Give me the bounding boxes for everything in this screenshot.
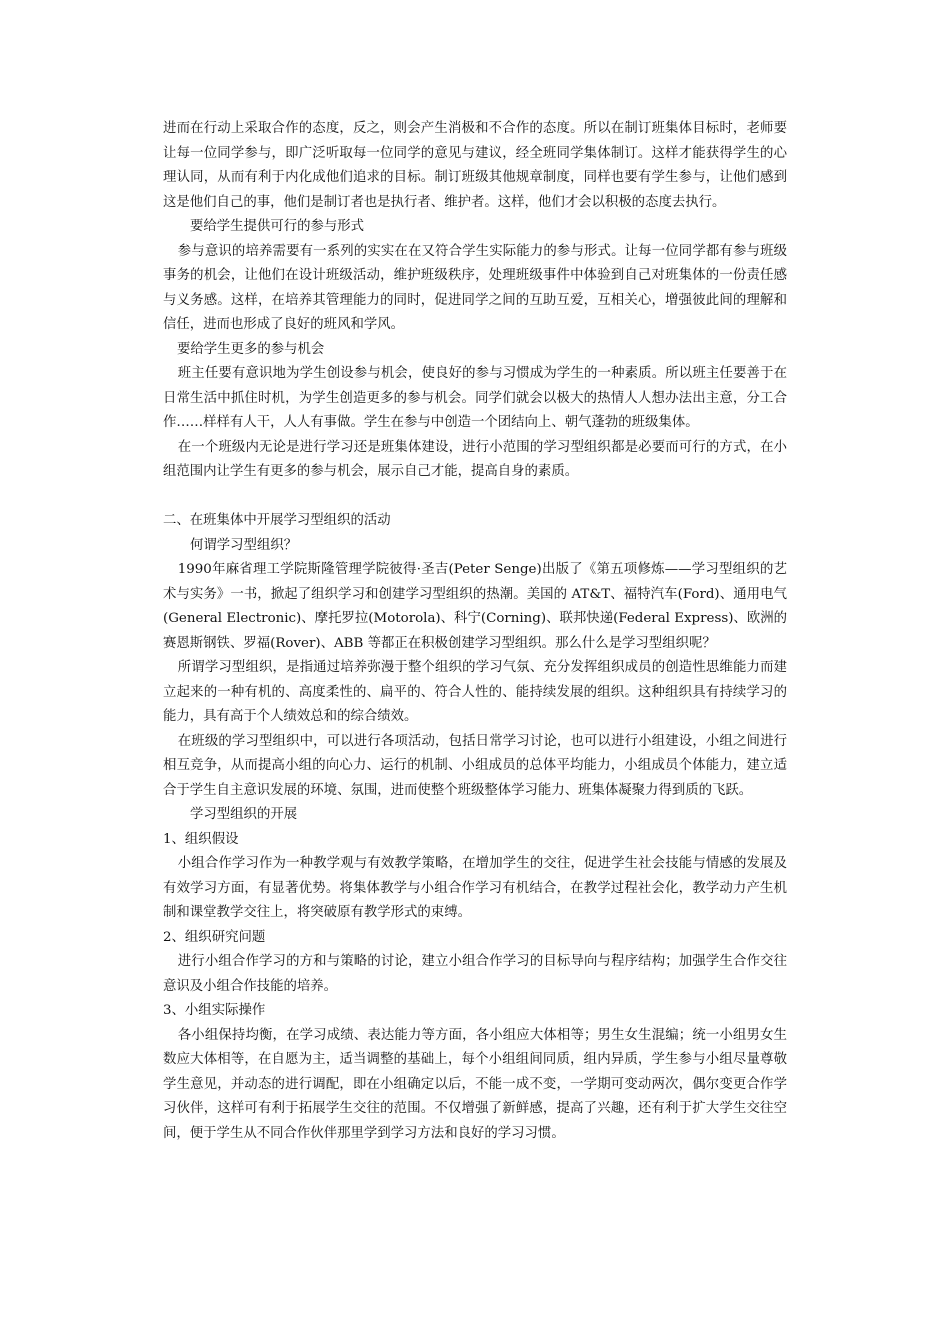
paragraph: 班主任要有意识地为学生创设参与机会，使良好的参与习惯成为学生的一种素质。所以班主任要善于在日常生活中抓住时机，为学生创造更多的参与机会。同学们就会以极大的热情人人想办法出主意，分工合作……样样有人干，人人有事做。学生在参与中创造一个团结向上、朝气蓬勃的班级集体。 (163, 366, 787, 430)
paragraph: 在一个班级内无论是进行学习还是班集体建设，进行小范围的学习型组织都是必要而可行的方式，在小组范围内让学生有更多的参与机会，展示自己才能，提高自身的素质。 (163, 439, 787, 479)
paragraph: 各小组保持均衡，在学习成绩、表达能力等方面，各小组应大体相等；男生女生混编；统一小组男女生数应大体相等，在自愿为主，适当调整的基础上，每个小组组间同质，组内异质，学生参与小组尽量尊敬学生意见，并动态的进行调配，即在小组确定以后，不能一成不变，一学期可变动两次，偶尔变更合作学习伙伴，这样可有利于拓展学生交往的范围。不仅增强了新鲜感，提高了兴趣，还有利于扩大学生交往空间，便于学生从不同合作伙伴那里学到学习方法和良好的学习习惯。 (163, 1027, 787, 1141)
paragraph: 在班级的学习型组织中，可以进行各项活动，包括日常学习讨论，也可以进行小组建设，小组之间进行相互竞争，从而提高小组的向心力、运行的机制、小组成员的总体平均能力，小组成员个体能力，建立适合于学生自主意识发展的环境、氛围，进而使整个班级整体学习能力、班集体凝聚力得到质的飞跃。 (163, 733, 787, 798)
numbered-heading: 3、小组实际操作 (163, 1003, 266, 1018)
document-body (163, 117, 787, 1146)
paragraph: 小组合作学习作为一种教学观与有效教学策略，在增加学生的交往，促进学生社会技能与情感的发展及有效学习方面，有显著优势。将集体教学与小组合作学习有机结合，在教学过程社会化，教学动力产生机制和课堂教学交往上，将突破原有教学形式的束缚。 (163, 856, 787, 920)
subheading: 学习型组织的开展 (190, 807, 298, 822)
paragraph: 进而在行动上采取合作的态度，反之，则会产生消极和不合作的态度。所以在制订班集体目标时，老师要让每一位同学参与，即广泛听取每一位同学的意见与建议，经全班同学集体制订。这样才能获得学生的心理认同，从而有利于内化成他们追求的目标。制订班级其他规章制度，同样也要有学生参与，让他们感到这是他们自己的事，他们是制订者也是执行者、维护者。这样，他们才会以积极的态度去执行。 (163, 121, 787, 210)
subheading: 要给学生提供可行的参与形式 (190, 219, 365, 234)
numbered-heading: 2、组织研究问题 (163, 929, 266, 945)
paragraph: 所谓学习型组织，是指通过培养弥漫于整个组织的学习气氛、充分发挥组织成员的创造性思维能力而建立起来的一种有机的、高度柔性的、扁平的、符合人性的、能持续发展的组织。这种组织具有持续学习的能力，具有高于个人绩效总和的综合绩效。 (163, 660, 787, 724)
section-heading: 二、在班集体中开展学习型组织的活动 (163, 513, 391, 528)
subheading: 要给学生更多的参与机会 (177, 341, 325, 357)
paragraph: 1990年麻省理工学院斯隆管理学院彼得·圣吉(Peter Senge)出版了《第五项修炼——学习型组织的艺术与实务》一书，掀起了组织学习和创建学习型组织的热潮。美国的 AT&T、福特汽车(Ford)、通用电气(General Electronic)、摩托罗拉(Motorola)、科宁(Corning)、联邦快递(Federal Express)、欧洲的赛恩斯钢铁、罗福(Rover)、ABB 等都正在积极创建学习型组织。那么什么是学习型组织呢？ (163, 562, 787, 651)
blank-line (163, 485, 787, 510)
numbered-heading: 1、组织假设 (163, 831, 239, 847)
subheading: 何谓学习型组织？ (190, 537, 298, 553)
paragraph: 进行小组合作学习的方和与策略的讨论，建立小组合作学习的目标导向与程序结构；加强学生合作交往意识及小组合作技能的培养。 (163, 954, 787, 994)
paragraph: 参与意识的培养需要有一系列的实实在在又符合学生实际能力的参与形式。让每一位同学都有参与班级事务的机会，让他们在设计班级活动，维护班级秩序，处理班级事件中体验到自己对班集体的一份责任感与义务感。这样，在培养其管理能力的同时，促进同学之间的互助互爱，互相关心，增强彼此间的理解和信任，进而也形成了良好的班风和学风。 (163, 243, 787, 332)
